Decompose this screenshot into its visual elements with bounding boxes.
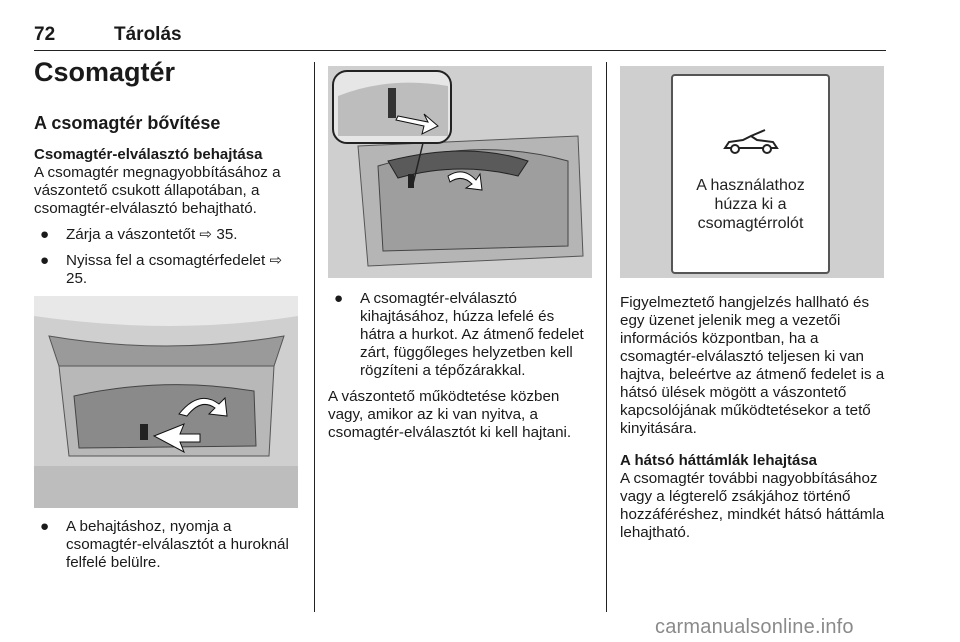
- bullet-dot-icon: ●: [40, 518, 50, 535]
- page-ref: 25.: [66, 270, 88, 287]
- convertible-car-icon: [721, 128, 781, 158]
- bullet-item: [34, 518, 302, 572]
- bullet-text: Nyissa fel a csomagtérfedelet: [66, 252, 266, 269]
- warning-display: [671, 74, 830, 274]
- column-2: [328, 66, 592, 442]
- trunk-figure-1: [34, 296, 298, 508]
- trunk-figure-2: [328, 66, 592, 278]
- paragraph: A csomagtér további nagyobbításához vagy a légterelő zsákjához történő hozzáféréshez, mindkét hátsó háttámla lehajtható.: [620, 470, 885, 541]
- section-subtitle: A csomagtér bővítése: [34, 113, 221, 133]
- warning-line: csomagtérrolót: [697, 215, 804, 232]
- bullet-item: [328, 290, 592, 380]
- watermark: carmanualsonline.info: [655, 616, 854, 638]
- column-3: [620, 66, 886, 542]
- paragraph: Figyelmeztető hangjelzés hallható és egy üzenet jelenik meg a vezetői információs központban, ha a csomagtér-elválasztó teljesen ki van hajtva, beleértve az átmenő fedelet is a hátsó ülések mögött a vászontető kapcsolójának működtetésekor a tető kinyitására.: [620, 294, 885, 437]
- bullet-dot-icon: ●: [40, 252, 50, 269]
- page-ref: 35.: [216, 226, 238, 243]
- paragraph: A vászontető működtetése közben vagy, amikor az ki van nyitva, a csomagtér-elválasztót ki kell hajtani.: [328, 388, 572, 441]
- page-header: [34, 24, 886, 51]
- column-divider: [314, 62, 315, 612]
- bullet-text: A behajtáshoz, nyomja a csomagtér-elválasztót a huroknál felfelé belülre.: [66, 518, 289, 571]
- bullet-dot-icon: ●: [334, 290, 344, 307]
- subsection-heading: Csomagtér-elválasztó behajtása: [34, 146, 263, 163]
- warning-line: húzza ki a: [714, 196, 787, 213]
- bullet-text: Zárja a vászontetőt: [66, 226, 196, 243]
- intro-paragraph: A csomagtér megnagyobbításához a vászontető csukott állapotában, a csomagtér-elválasztó behajtható.: [34, 164, 281, 217]
- bullet-item: [34, 252, 302, 288]
- warning-line: A használathoz: [696, 177, 805, 194]
- bullet-dot-icon: ●: [40, 226, 50, 243]
- warning-text: [673, 176, 828, 233]
- warning-display-figure: [620, 66, 884, 278]
- page-title: Csomagtér: [34, 57, 176, 87]
- ref-arrow-icon: ⇨: [269, 252, 283, 269]
- bullet-text: A csomagtér-elválasztó kihajtásához, húzza lefelé és hátra a hurkot. Az átmenő fedelet zárt, függőleges helyzetben kell rögzíteni a tépőzárakkal.: [360, 290, 584, 379]
- bullet-item: [34, 226, 302, 244]
- section-title: Tárolás: [114, 24, 182, 45]
- column-divider: [606, 62, 607, 612]
- page-number: 72: [34, 24, 56, 45]
- column-1: [34, 56, 302, 572]
- ref-arrow-icon: ⇨: [199, 226, 213, 243]
- subsection-heading: A hátsó háttámlák lehajtása: [620, 452, 818, 469]
